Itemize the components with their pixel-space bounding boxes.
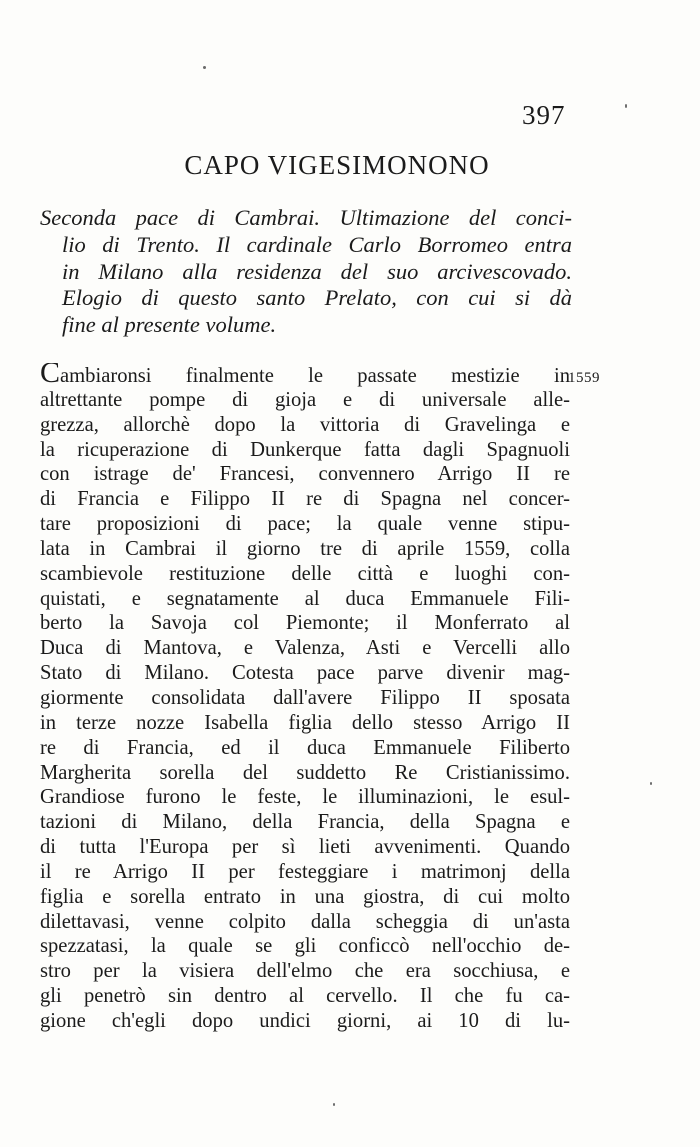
body-line: lata in Cambrai il giorno tre di aprile 1559, colla [40,537,570,560]
body-line: altrettante pompe di gioja e di universale alle- [40,388,570,411]
body-line: con istrage de' Francesi, convennero Arrigo II re [40,463,570,486]
body-line: dilettavasi, venne colpito dalla scheggia di un'asta [40,910,570,933]
body-line: tazioni di Milano, della Francia, della Spagna e [40,811,570,834]
body-line: Grandiose furono le feste, le illuminazioni, le esul- [40,786,570,809]
body-line: Margherita sorella del suddetto Re Cristianissimo. [40,761,570,784]
body-line: gione ch'egli dopo undici giorni, ai 10 di lu- [40,1009,570,1032]
body-line: di tutta l'Europa per sì lieti avvenimenti. Quando [40,836,570,859]
body-line: re di Francia, ed il duca Emmanuele Filiberto [40,736,570,759]
body-line: tare proposizioni di pace; la quale venne stipu- [40,513,570,536]
summary-line: in Milano alla residenza del suo arcivescovado. [62,258,572,284]
paper-speck [203,66,206,69]
body-line: spezzatasi, la quale se gli conficcò nell'occhio de- [40,935,570,958]
summary-line: lio di Trento. Il cardinale Carlo Borromeo entra [62,231,572,257]
body-line: berto la Savoja col Piemonte; il Monferrato al [40,612,570,635]
summary-line: Seconda pace di Cambrai. Ultimazione del conci- [40,205,572,230]
paper-speck [650,782,652,785]
chapter-summary [40,205,572,339]
body-line: Stato di Milano. Cotesta pace parve divenir mag- [40,662,570,685]
paper-speck [333,1103,335,1106]
body-text [40,363,570,1034]
page-number: 397 [522,100,566,130]
margin-year-note: 1559 [568,370,600,386]
chapter-title: CAPO VIGESIMONONO [184,150,490,180]
body-line: il re Arrigo II per festeggiare i matrimonj della [40,860,570,883]
body-line: Duca di Mantova, e Valenza, Asti e Vercelli allo [40,637,570,660]
body-line: giormente consolidata dall'avere Filippo II sposata [40,686,570,709]
body-line: scambievole restituzione delle città e luoghi con- [40,562,570,585]
body-line-first [40,363,570,388]
body-line: la ricuperazione di Dunkerque fatta dagli Spagnuoli [40,438,570,461]
body-line: in terze nozze Isabella figlia dello stesso Arrigo II [40,711,570,734]
paper-speck [625,104,627,108]
body-line: figlia e sorella entrato in una giostra, di cui molto [40,885,570,908]
body-line: grezza, allorchè dopo la vittoria di Gravelinga e [40,413,570,436]
summary-line: Elogio di questo santo Prelato, con cui si dà [62,285,572,311]
body-line: di Francia e Filippo II re di Spagna nel concer- [40,488,570,511]
drop-cap: C [40,363,61,388]
body-line-first-text: ambiaronsi finalmente le passate mestizie in [60,365,570,387]
body-line: stro per la visiera dell'elmo che era socchiusa, e [40,960,570,983]
body-line: gli penetrò sin dentro al cervello. Il che fu ca- [40,985,570,1008]
summary-line: fine al presente volume. [62,312,277,338]
body-line: quistati, e segnatamente al duca Emmanuele Fili- [40,587,570,610]
